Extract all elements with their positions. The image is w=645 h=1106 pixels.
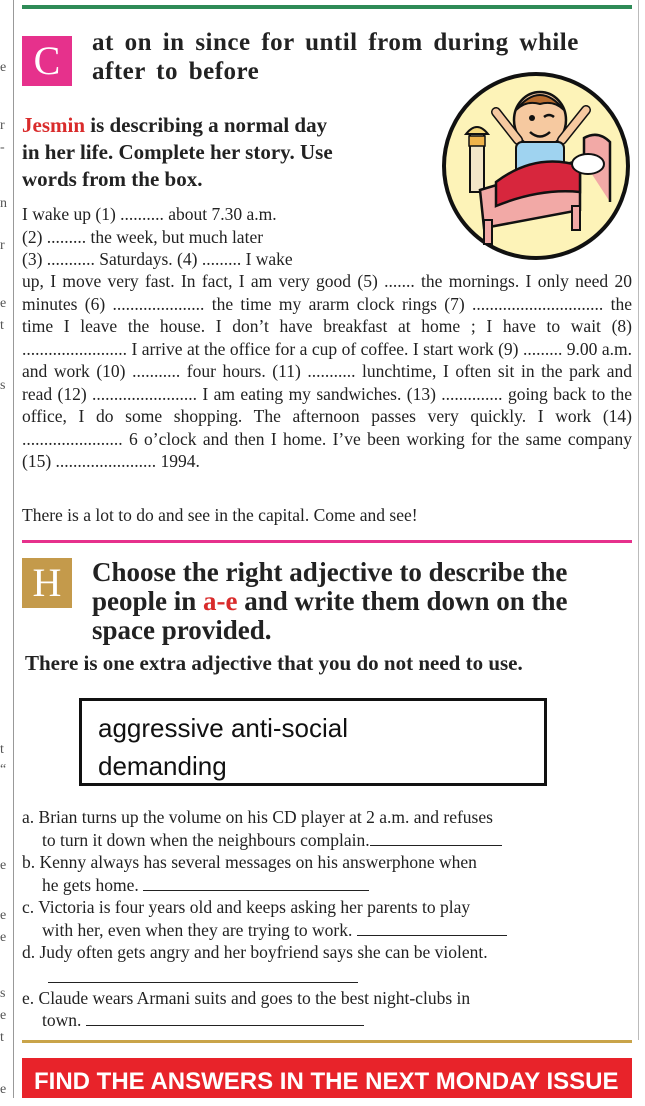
question-text: to turn it down when the neighbours complain. [42,829,370,850]
margin-letter: e [0,60,7,75]
question-item [22,806,632,851]
question-text: b. Kenny always has several messages on his answerphone when [22,852,477,872]
section-divider-middle [22,540,632,543]
question-text: d. Judy often gets angry and her boyfriend says she can be violent. [22,942,488,962]
section-h-badge: H [22,558,72,608]
story-line: (3) ........... Saturdays. (4) ......... I wake [22,249,293,269]
margin-letter: e [0,1008,7,1023]
adjective-line: aggressive anti-social [98,713,349,743]
question-text: e. Claude wears Armani suits and goes to the best night-clubs in [22,987,471,1008]
question-item [22,851,632,896]
answer-blank[interactable] [357,921,507,936]
answer-blank[interactable] [48,964,358,983]
word-box: at on in since for until from during while after to before [92,29,579,85]
margin-letter: “ [0,762,7,777]
section-h-note: There is one extra adjective that you do not need to use. [25,651,523,675]
question-text: with her, even when they are trying to work. [42,919,353,940]
margin-letter: t [0,1030,4,1045]
answers-banner: FIND THE ANSWERS IN THE NEXT MONDAY ISSUE [22,1058,632,1098]
left-column-rule [13,0,14,1098]
question-text: town. [42,1010,82,1030]
child-waking-up-in-bed-icon [440,70,632,262]
margin-letter: r [0,238,5,253]
margin-letter: n [0,196,7,211]
story-line: (2) ......... the week, but much later [22,226,264,247]
title-highlight: a-e [203,586,238,616]
margin-letter: e [0,908,7,923]
question-text: a. Brian turns up the volume on his CD player at 2 a.m. and refuses [22,807,493,827]
margin-letter: r [0,118,5,133]
section-divider-top [22,5,632,9]
margin-letter: s [0,378,6,393]
answer-blank[interactable] [370,831,502,846]
story-paragraph: up, I move very fast. In fact, I am very good (5) ....... the mornings. I only need 20 minutes (6) ..................... the time my ararm clock rings (7) .............................. the time I leave the house. I don’t have breakfast at home ; I have to wait (8) ........................ I arrive at the office for a cup of coffee. I start work (9) ......... 9.00 a.m. and work (10) ........... four hours. (11) ........... lunchtime, I often sit in the park and read (12) ........................ I am eating my sandwiches. (13) .............. going back to the office, I do some shopping. The afternoon passes very quickly. I work (14) ....................... 6 o’clock and then I home. I’ve been working for the same company (15) ....................... 1994. [22,271,632,471]
margin-letter: - [0,140,5,155]
story-opening [22,203,352,271]
margin-letter: e [0,1082,7,1097]
adjective-line: demanding [98,751,227,781]
adjective-box [79,698,547,786]
title-part: and write them down on the space provided. [92,586,568,645]
question-item [22,896,632,941]
margin-letter: t [0,318,4,333]
section-c-instructions [22,112,342,193]
story-line: I wake up (1) .......... about 7.30 a.m. [22,204,277,224]
margin-letter: t [0,742,4,757]
adjacent-column-fragments [0,0,12,1098]
intro-name: Jesmin [22,113,85,137]
question-item [22,987,632,1032]
question-text: c. Victoria is four years old and keeps asking her parents to play [22,897,471,917]
section-h-title [92,558,632,645]
question-item [22,941,632,983]
margin-letter: e [0,858,7,873]
title-part: Choose the right adjective to describe the people in [92,557,568,616]
margin-letter: e [0,930,7,945]
margin-letter: e [0,296,7,311]
answer-blank[interactable] [143,876,369,891]
section-divider-bottom [22,1040,632,1043]
intro-text: is describing a normal day in her life. Complete her story. Use words from the box. [22,113,333,191]
question-list [22,806,632,1032]
answer-blank[interactable] [86,1011,364,1026]
question-text: he gets home. [42,874,139,895]
margin-letter: s [0,986,6,1001]
right-column-rule [638,0,639,1040]
section-c-badge: C [22,36,72,86]
closing-line: There is a lot to do and see in the capital. Come and see! [22,505,418,525]
